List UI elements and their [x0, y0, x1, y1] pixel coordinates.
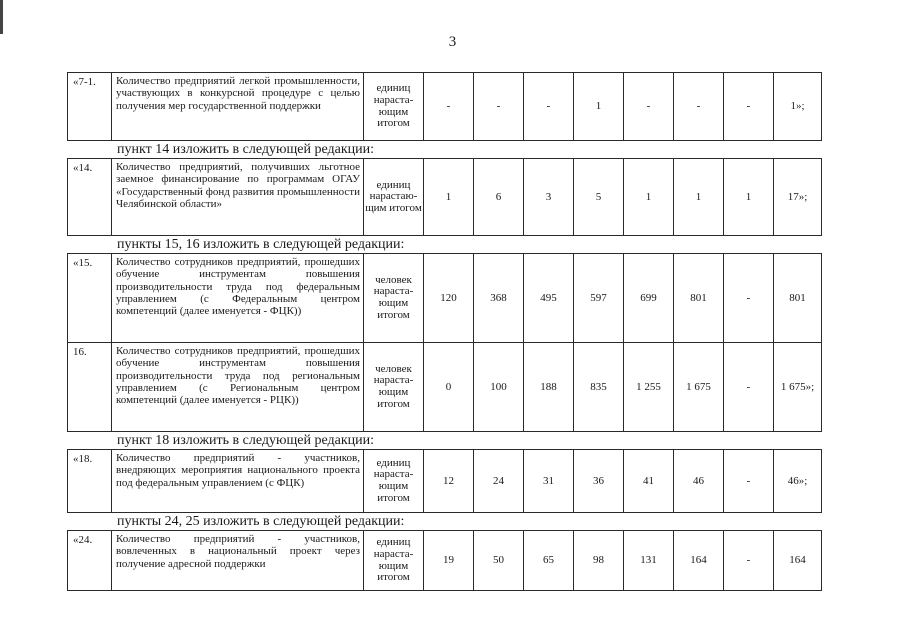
indicator-description: Количество предприятий, получивших льготное заемное финансирование по программам ОГАУ «Государственный фонд развития промышленности Челябинской области» [112, 159, 364, 236]
value-cell: 50 [474, 531, 524, 591]
value-cell: 188 [524, 343, 574, 432]
value-cell: 699 [624, 254, 674, 343]
table-row [68, 531, 822, 591]
unit-of-measure: единиц нараста-ющим итогом [364, 73, 424, 141]
value-cell: 31 [524, 450, 574, 513]
unit-of-measure: человек нараста-ющим итогом [364, 254, 424, 343]
value-cell: 41 [624, 450, 674, 513]
value-cell: 0 [424, 343, 474, 432]
row-number: «18. [68, 450, 112, 513]
indicator-description: Количество сотрудников предприятий, прошедших обучение инструментам повышения производительности труда под региональным управлением (с Региональным центром компетенций (далее именуется - РЦК)) [112, 343, 364, 432]
row-number: «7-1. [68, 73, 112, 141]
table-row [68, 159, 822, 236]
value-cell: 164 [674, 531, 724, 591]
value-cell: 6 [474, 159, 524, 236]
value-cell: - [474, 73, 524, 141]
unit-of-measure: человек нараста-ющим итогом [364, 343, 424, 432]
value-cell: 98 [574, 531, 624, 591]
row-number: 16. [68, 343, 112, 432]
value-cell: 368 [474, 254, 524, 343]
value-cell: - [724, 73, 774, 141]
value-cell: 24 [474, 450, 524, 513]
section-caption: пункт 18 изложить в следующей редакции: [117, 433, 374, 448]
left-margin-mark [0, 0, 3, 34]
table-row [68, 73, 822, 141]
section-caption: пункты 24, 25 изложить в следующей редакции: [117, 514, 405, 529]
indicator-description: Количество предприятий - участников, внедряющих мероприятия национального проекта под федеральным управлением (с ФЦК) [112, 450, 364, 513]
value-cell: 1 [424, 159, 474, 236]
indicator-table [67, 530, 822, 591]
value-cell: 1 [724, 159, 774, 236]
value-cell: - [724, 531, 774, 591]
indicator-table [67, 449, 822, 513]
row-number: «15. [68, 254, 112, 343]
value-cell: 1 675»; [774, 343, 822, 432]
amendment-document [67, 72, 821, 591]
indicator-table [67, 72, 822, 141]
value-cell: - [524, 73, 574, 141]
value-cell: 1»; [774, 73, 822, 141]
unit-of-measure: единиц нараста-ющим итогом [364, 450, 424, 513]
section-caption: пункты 15, 16 изложить в следующей редакции: [117, 237, 405, 252]
indicator-description: Количество сотрудников предприятий, прошедших обучение инструментам повышения производительности труда под федеральным управлением (с Федеральным центром компетенций (далее именуется - ФЦК)) [112, 254, 364, 343]
value-cell: 17»; [774, 159, 822, 236]
indicator-table [67, 158, 822, 236]
value-cell: 1 255 [624, 343, 674, 432]
unit-of-measure: единиц нарастаю-щим итогом [364, 159, 424, 236]
row-number: «24. [68, 531, 112, 591]
value-cell: - [724, 343, 774, 432]
table-row [68, 450, 822, 513]
value-cell: 801 [774, 254, 822, 343]
value-cell: 1 [674, 159, 724, 236]
value-cell: - [724, 254, 774, 343]
value-cell: - [424, 73, 474, 141]
value-cell: 3 [524, 159, 574, 236]
unit-of-measure: единиц нараста-ющим итогом [364, 531, 424, 591]
value-cell: - [624, 73, 674, 141]
table-row [68, 343, 822, 432]
indicator-table [67, 253, 822, 432]
value-cell: 100 [474, 343, 524, 432]
row-number: «14. [68, 159, 112, 236]
value-cell: 12 [424, 450, 474, 513]
value-cell: 5 [574, 159, 624, 236]
value-cell: 597 [574, 254, 624, 343]
page-number: 3 [448, 34, 457, 50]
value-cell: 801 [674, 254, 724, 343]
value-cell: 131 [624, 531, 674, 591]
indicator-description: Количество предприятий - участников, вовлеченных в национальный проект через получение адресной поддержки [112, 531, 364, 591]
value-cell: 1 675 [674, 343, 724, 432]
indicator-description: Количество предприятий легкой промышленности, участвующих в конкурсной процедуре с целью получения мер государственной поддержки [112, 73, 364, 141]
value-cell: 495 [524, 254, 574, 343]
value-cell: 835 [574, 343, 624, 432]
value-cell: 46 [674, 450, 724, 513]
table-row [68, 254, 822, 343]
value-cell: 65 [524, 531, 574, 591]
value-cell: 46»; [774, 450, 822, 513]
value-cell: - [724, 450, 774, 513]
value-cell: 36 [574, 450, 624, 513]
value-cell: 120 [424, 254, 474, 343]
section-caption: пункт 14 изложить в следующей редакции: [117, 142, 374, 157]
value-cell: 1 [574, 73, 624, 141]
value-cell: 164 [774, 531, 822, 591]
value-cell: - [674, 73, 724, 141]
value-cell: 1 [624, 159, 674, 236]
value-cell: 19 [424, 531, 474, 591]
